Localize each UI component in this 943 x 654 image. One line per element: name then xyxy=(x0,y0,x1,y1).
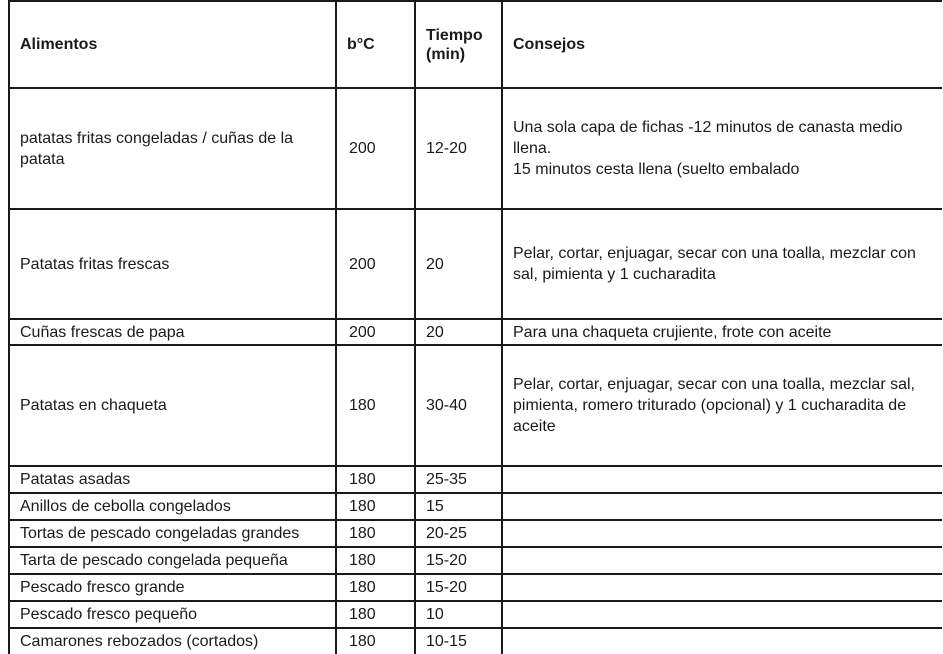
temp-cell: 200 xyxy=(336,319,415,345)
food-cell: Anillos de cebolla congelados xyxy=(9,493,336,520)
tips-cell xyxy=(502,466,942,493)
time-cell: 12-20 xyxy=(415,88,502,209)
cooking-table-container xyxy=(8,0,942,654)
tips-cell xyxy=(502,628,942,654)
table-row xyxy=(9,601,942,628)
temp-cell: 180 xyxy=(336,520,415,547)
tips-line: Una sola capa de fichas -12 minutos de canasta medio llena. xyxy=(513,119,903,157)
time-cell: 30-40 xyxy=(415,345,502,466)
tips-cell: Pelar, cortar, enjuagar, secar con una toalla, mezclar con sal, pimienta y 1 cucharadita xyxy=(502,209,942,319)
food-cell: Tortas de pescado congeladas grandes xyxy=(9,520,336,547)
tips-cell xyxy=(502,493,942,520)
tips-cell: Pelar, cortar, enjuagar, secar con una toalla, mezclar sal, pimienta, romero triturado (opcional) y 1 cucharadita de aceite xyxy=(502,345,942,466)
cooking-table xyxy=(8,0,942,654)
time-cell: 15-20 xyxy=(415,547,502,574)
food-cell: Cuñas frescas de papa xyxy=(9,319,336,345)
food-cell: Tarta de pescado congelada pequeña xyxy=(9,547,336,574)
food-cell: Camarones rebozados (cortados) xyxy=(9,628,336,654)
table-row xyxy=(9,574,942,601)
table-row xyxy=(9,520,942,547)
table-row xyxy=(9,547,942,574)
temp-cell: 180 xyxy=(336,493,415,520)
time-cell: 20-25 xyxy=(415,520,502,547)
table-row xyxy=(9,628,942,654)
time-cell: 10 xyxy=(415,601,502,628)
header-time: Tiempo (min) xyxy=(415,1,502,88)
time-cell: 15-20 xyxy=(415,574,502,601)
time-cell: 10-15 xyxy=(415,628,502,654)
table-row xyxy=(9,88,942,209)
temp-cell: 180 xyxy=(336,466,415,493)
time-cell: 20 xyxy=(415,319,502,345)
food-cell: Patatas asadas xyxy=(9,466,336,493)
temp-cell: 180 xyxy=(336,628,415,654)
tips-cell xyxy=(502,547,942,574)
time-cell: 25-35 xyxy=(415,466,502,493)
temp-cell: 200 xyxy=(336,209,415,319)
tips-cell: Para una chaqueta crujiente, frote con aceite xyxy=(502,319,942,345)
temp-cell: 180 xyxy=(336,574,415,601)
food-cell: Pescado fresco pequeño xyxy=(9,601,336,628)
table-row xyxy=(9,493,942,520)
food-cell: Patatas fritas frescas xyxy=(9,209,336,319)
time-cell: 20 xyxy=(415,209,502,319)
table-row xyxy=(9,466,942,493)
tips-cell xyxy=(502,520,942,547)
tips-line: 15 minutos cesta llena (suelto embalado xyxy=(513,161,800,178)
temp-cell: 200 xyxy=(336,88,415,209)
food-cell: Patatas en chaqueta xyxy=(9,345,336,466)
table-row xyxy=(9,345,942,466)
table-header-row xyxy=(9,1,942,88)
time-cell: 15 xyxy=(415,493,502,520)
tips-cell xyxy=(502,574,942,601)
header-tips: Consejos xyxy=(502,1,942,88)
temp-cell: 180 xyxy=(336,547,415,574)
table-row xyxy=(9,319,942,345)
food-cell: Pescado fresco grande xyxy=(9,574,336,601)
table-row xyxy=(9,209,942,319)
header-temp: b°C xyxy=(336,1,415,88)
temp-cell: 180 xyxy=(336,345,415,466)
tips-cell xyxy=(502,88,942,209)
header-food: Alimentos xyxy=(9,1,336,88)
tips-cell xyxy=(502,601,942,628)
food-cell: patatas fritas congeladas / cuñas de la patata xyxy=(9,88,336,209)
temp-cell: 180 xyxy=(336,601,415,628)
